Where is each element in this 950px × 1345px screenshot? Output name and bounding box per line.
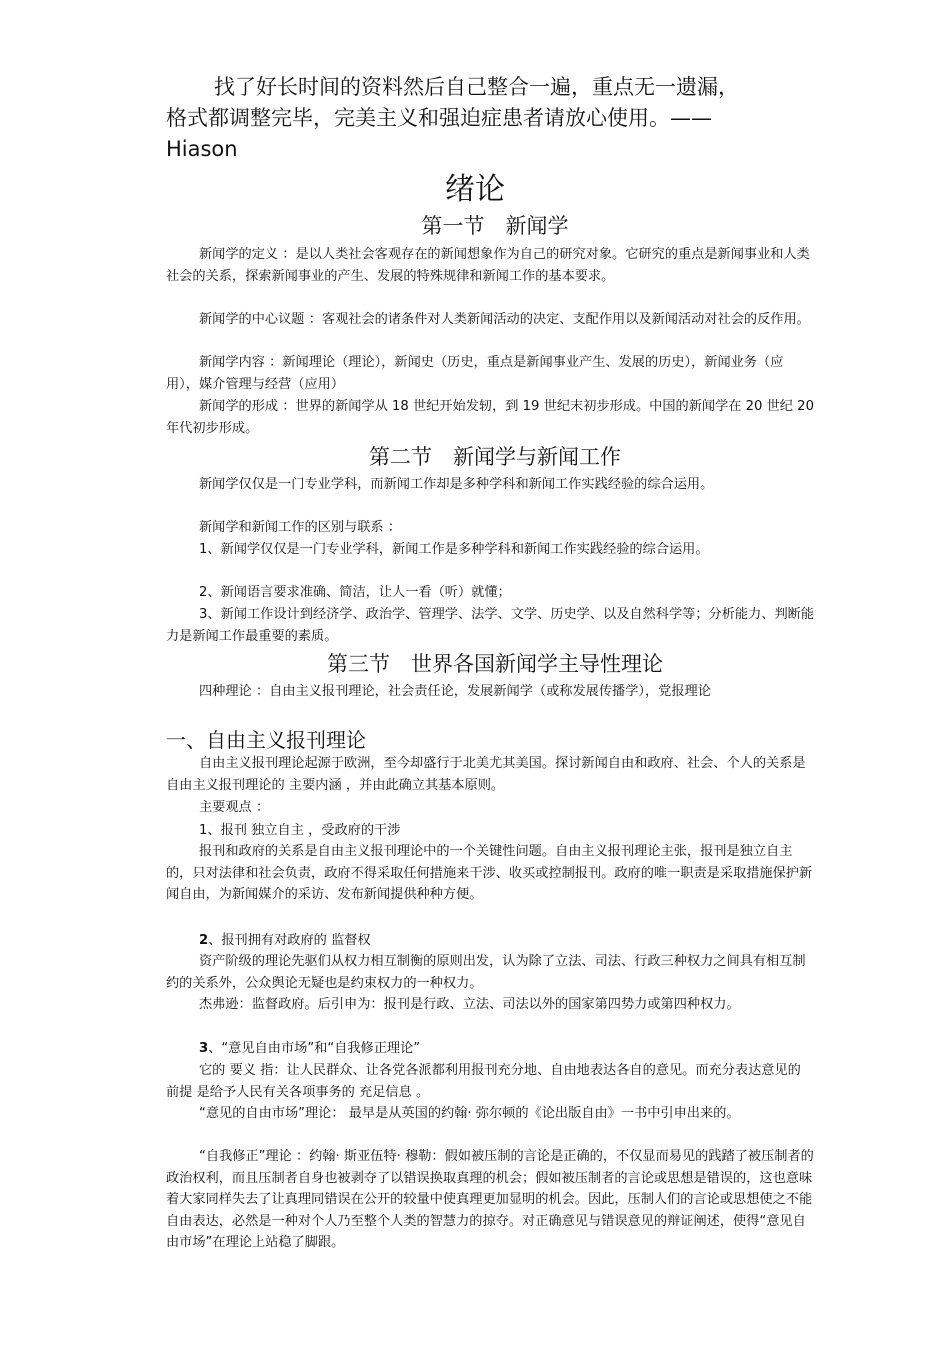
part1-paragraph-11: “自我修正”理论 ：约翰· 斯亚伍特· 穆勒：假如被压制的言论是正确的，不仅显而易见的践踏了被压制者的政治权利，而且压制者自身也被剥夺了以错误换取真理的机会；假如被压制者的言论或思想是错误的，这也意味着大家同样失去了让真理同错误在公开的较量中使真理更加显明的机会。因此，压制人们的言论或思想使之不能自由表达，必然是一种对个人乃至整个人类的智慧力的掠夺。对正确意见与错误意见的辩证阐述，使得“意见自由市场”在理论上站稳了脚跟。 — [166, 1149, 814, 1250]
s1-paragraph-formation: 新闻学的形成 ：世界的新闻学从 18 世纪开始发轫，到 19 世纪末初步形成。中国的新闻学在 20 世纪 20 年代初步形成。 — [166, 399, 814, 436]
intro-line-3: Hiason — [166, 137, 238, 161]
s2-paragraph-2: 新闻学和新闻工作的区别与联系 ： — [199, 520, 402, 535]
part1-paragraph-10: “意见的自由市场”理论： 最早是从英国的约翰· 弥尔顿的《论出版自由》一书中引申出来的。 — [199, 1106, 740, 1121]
point-3-number: 3 — [199, 1041, 209, 1056]
s1-paragraph-definition: 新闻学的定义 ：是以人类社会客观存在的新闻想象作为自己的研究对象。它研究的重点是新闻事业和人类社会的关系，探索新闻事业的产生、发展的特殊规律和新闻工作的基本要求。 — [166, 247, 810, 284]
part1-paragraph-8 — [166, 1038, 816, 1060]
part1-paragraph-7: 杰弗逊：监督政府。后引申为：报刊是行政、立法、司法以外的国家第四势力或第四种权力。 — [199, 997, 740, 1012]
part1-paragraph-2: 主要观点 ： — [199, 800, 270, 815]
point-2-text: 、报刊拥有对政府的 监督权 — [208, 933, 371, 948]
s2-paragraph-5: 3、新闻工作设计到经济学、政治学、管理学、法学、文学、历史学、以及自然科学等；分析能力、判断能力是新闻工作最重要的素质。 — [166, 607, 815, 644]
section-1-heading: 第一节 新闻学 — [421, 214, 569, 238]
section-2-heading: 第二节 新闻学与新闻工作 — [369, 445, 621, 469]
section-3-heading: 第三节 世界各国新闻学主导性理论 — [327, 652, 663, 676]
part-1-heading: 一、自由主义报刊理论 — [166, 728, 366, 752]
point-2-number: 2 — [199, 933, 209, 948]
point-3-text: 、“意见自由市场”和“自我修正理论” — [208, 1041, 421, 1056]
intro-note — [166, 72, 766, 165]
part1-paragraph-9: 它的 要义 指：让人民群众、让各党各派都利用报刊充分地、自由地表达各自的意见。而充分表达意见的 前提 是给予人民有关各项事务的 充足信息 。 — [166, 1063, 801, 1100]
s2-paragraph-3: 1、新闻学仅仅是一门专业学科，新闻工作是多种学科和新闻工作实践经验的综合运用。 — [199, 542, 709, 557]
part1-paragraph-6: 资产阶级的理论先驱们从权力相互制衡的原则出发，认为除了立法、司法、行政三种权力之间具有相互制约的关系外，公众舆论无疑也是约束权力的一种权力。 — [166, 954, 806, 991]
s2-paragraph-1: 新闻学仅仅是一门专业学科，而新闻工作却是多种学科和新闻工作实践经验的综合运用。 — [199, 477, 714, 492]
s1-paragraph-central-topic: 新闻学的中心议题 ：客观社会的诸条件对人类新闻活动的决定、支配作用以及新闻活动对社会的反作用。 — [199, 312, 810, 327]
s1-paragraph-content: 新闻学内容 ：新闻理论（理论），新闻史（历史，重点是新闻事业产生、发展的历史），新闻业务（应用），媒介管理与经营（应用） — [166, 355, 784, 392]
part1-paragraph-3: 1、报刊 独立自主 ，受政府的干涉 — [199, 823, 401, 838]
s2-paragraph-4: 2、新闻语言要求准确、简洁，让人一看（听）就懂； — [199, 585, 511, 600]
part1-paragraph-5 — [166, 930, 816, 952]
s3-paragraph-1: 四种理论 ：自由主义报刊理论，社会责任论，发展新闻学（或称发展传播学），党报理论 — [199, 684, 711, 699]
document-title: 绪论 — [445, 172, 505, 207]
intro-line-1: 找了好长时间的资料然后自己整合一遍，重点无一遗漏， — [214, 75, 739, 99]
part1-paragraph-4: 报刊和政府的关系是自由主义报刊理论中的一个关键性问题。自由主义报刊理论主张，报刊是独立自主的，只对法律和社会负责，政府不得采取任何措施来干涉、收买或控制报刊。政府的唯一职责是采取措施保护新闻自由，为新闻媒介的采访、发布新闻提供种种方便。 — [166, 844, 813, 902]
intro-line-2: 格式都调整完毕，完美主义和强迫症患者请放心使用。—— — [166, 106, 712, 130]
part1-paragraph-1: 自由主义报刊理论起源于欧洲，至今却盛行于北美尤其美国。探讨新闻自由和政府、社会、个人的关系是自由主义报刊理论的 主要内涵 ，并由此确立其基本原则。 — [166, 756, 806, 793]
